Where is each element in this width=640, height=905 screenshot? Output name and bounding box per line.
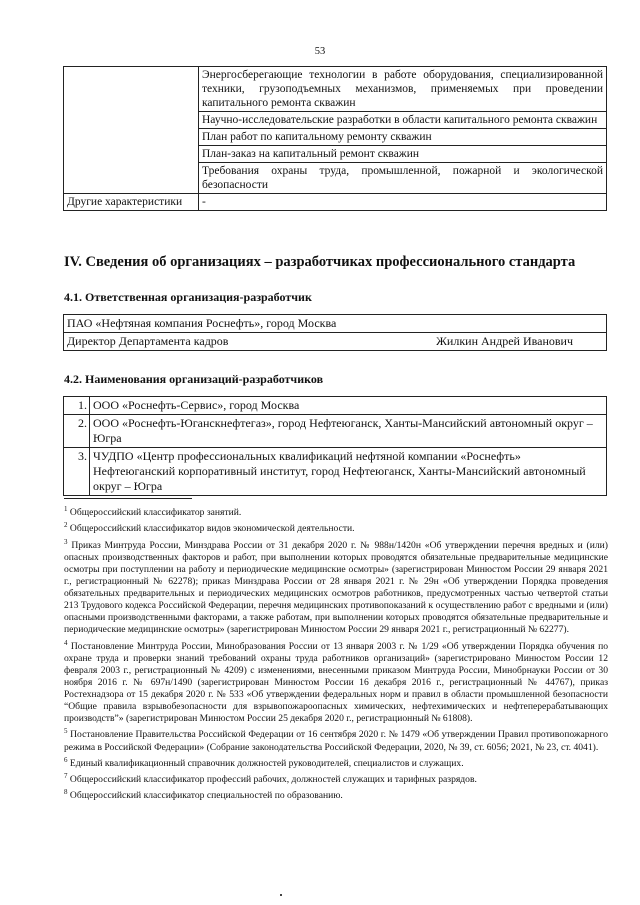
row-number: 3.	[64, 448, 90, 496]
footnote-text: Общероссийский классификатор видов экономической деятельности.	[69, 523, 355, 535]
org-name: ЧУДПО «Центр профессиональных квалификаций нефтяной компании «Роснефть» Нефтеюганский корпоративный институт, город Нефтеюганск, Ханты-Мансийский автономный округ – Югра	[90, 448, 607, 496]
footnote	[64, 503, 608, 519]
footnote-text: Общероссийский классификатор специальностей по образованию.	[69, 790, 343, 802]
table-cell: План работ по капитальному ремонту скважин	[199, 129, 607, 146]
footnote	[64, 754, 608, 770]
footnote-mark: 1	[64, 505, 68, 513]
subsection-title: 4.1. Ответственная организация-разработчик	[64, 290, 312, 304]
org-name: ООО «Роснефть-Юганскнефтегаз», город Нефтеюганск, Ханты-Мансийский автономный округ – Югра	[90, 415, 607, 448]
table-cell: Энергосберегающие технологии в работе оборудования, специализированной техники, грузоподъемных механизмов, применяемых при проведении капитального ремонта скважин	[199, 67, 607, 112]
position: Директор Департамента кадров	[67, 334, 229, 348]
table-row	[64, 194, 607, 211]
table-row	[64, 333, 607, 351]
footnote	[64, 786, 608, 802]
table-row	[64, 67, 607, 112]
footnote	[64, 536, 608, 637]
characteristics-table	[63, 66, 607, 211]
person-name: Жилкин Андрей Иванович	[436, 334, 573, 348]
developers-table	[63, 396, 607, 496]
signatory-cell	[64, 333, 607, 351]
footnotes	[64, 503, 608, 803]
org-name: ООО «Роснефть-Сервис», город Москва	[90, 397, 607, 415]
footnote-text: Общероссийский классификатор занятий.	[69, 507, 242, 519]
other-characteristics-value: -	[199, 194, 607, 211]
empty-cell	[64, 67, 199, 194]
footnote-mark: 2	[64, 521, 68, 530]
footnote-text: Общероссийский классификатор профессий рабочих, должностей служащих и тарифных разрядов.	[69, 774, 477, 786]
table-cell: Научно-исследовательские разработки в области капитального ремонта скважин	[199, 112, 607, 129]
other-characteristics-label: Другие характеристики	[64, 194, 199, 211]
footnote-text: Приказ Минтруда России, Минздрава России от 31 декабря 2020 г. № 988н/1420н «Об утверждении перечня вредных и (или) опасных производственных факторов и работ, при выполнении которых проводятся обязательные предварительные медицинские осмотры при поступлении на работу и периодические медицинские осмотры» (зарегистрирован Минюстом России 29 января 2021 г., регистрационный № 62278); приказ Минздрава России от 28 января 2021 г. № 29н «Об утверждении Порядка проведения обязательных предварительных и периодических медицинских осмотров работников, предусмотренных частью четвертой статьи 213 Трудового кодекса Российской Федерации, перечня медицинских противопоказаний к осуществлению работ с вредными и (или) опасными производственными факторами, а также работам, при выполнении которых проводятся обязательные предварительные и периодические медицинские осмотры» (зарегистрирован Минюстом России 29 января 2021 г., регистрационный № 62277).	[64, 539, 608, 636]
footnote	[64, 519, 608, 535]
table-row	[64, 448, 607, 496]
table-row	[64, 315, 607, 333]
row-number: 1.	[64, 397, 90, 415]
footnote-mark: 5	[64, 727, 68, 736]
footnote	[64, 725, 608, 753]
footnote	[64, 770, 608, 786]
footnote-mark: 3	[64, 537, 68, 546]
responsible-org-table	[63, 314, 607, 351]
page-number: 53	[314, 46, 326, 57]
footnote-text: Постановление Минтруда России, Минобразования России от 13 января 2003 г. № 1/29 «Об утверждении Порядка обучения по охране труда и проверки знаний требований охраны труда работников организаций» (зарегистрировано Минюстом России 12 февраля 2003 г., регистрационный № 4209) с изменениями, внесенными приказом Минтруда России, Минобрнауки России от 30 ноября 2016 г. № 697н/1490 (зарегистрирован Минюстом России 16 декабря 2016 г., регистрационный № 44767), приказ Ростехнадзора от 15 декабря 2020 г. № 533 «Об утверждении федеральных норм и правил в области промышленной безопасности “Общие правила взрывобезопасности для взрывопожароопасных химических, нефтехимических и нефтеперерабатывающих производств”» (зарегистрирован Минюстом России 25 декабря 2020 г., регистрационный № 61808).	[64, 640, 609, 725]
table-row	[64, 415, 607, 448]
footnote-text: Единый квалификационный справочник должностей руководителей, специалистов и служащих.	[69, 757, 464, 769]
footnote-mark: 4	[64, 638, 68, 647]
footnote-divider	[64, 498, 192, 499]
row-number: 2.	[64, 415, 90, 448]
footnote	[64, 637, 608, 726]
footnote-text: Постановление Правительства Российской Федерации от 16 сентября 2020 г. № 1479 «Об утверждении Правил противопожарного режима в Российской Федерации» (Собрание законодательства Российской Федерации, 2020, № 39, ст. 6056; 2021, № 23, ст. 4041).	[64, 729, 608, 753]
footnote-mark: 6	[64, 755, 68, 764]
table-cell: План-заказ на капитальный ремонт скважин	[199, 146, 607, 163]
section-title: IV. Сведения об организациях – разработчиках профессионального стандарта	[64, 254, 576, 270]
scan-speck	[280, 894, 282, 896]
footnote-mark: 7	[64, 772, 68, 780]
table-cell: Требования охраны труда, промышленной, пожарной и экологической безопасности	[199, 163, 607, 194]
table-row	[64, 397, 607, 415]
subsection-title: 4.2. Наименования организаций-разработчиков	[64, 372, 324, 386]
footnote-mark: 8	[64, 788, 68, 797]
org-name: ПАО «Нефтяная компания Роснефть», город Москва	[64, 315, 607, 333]
